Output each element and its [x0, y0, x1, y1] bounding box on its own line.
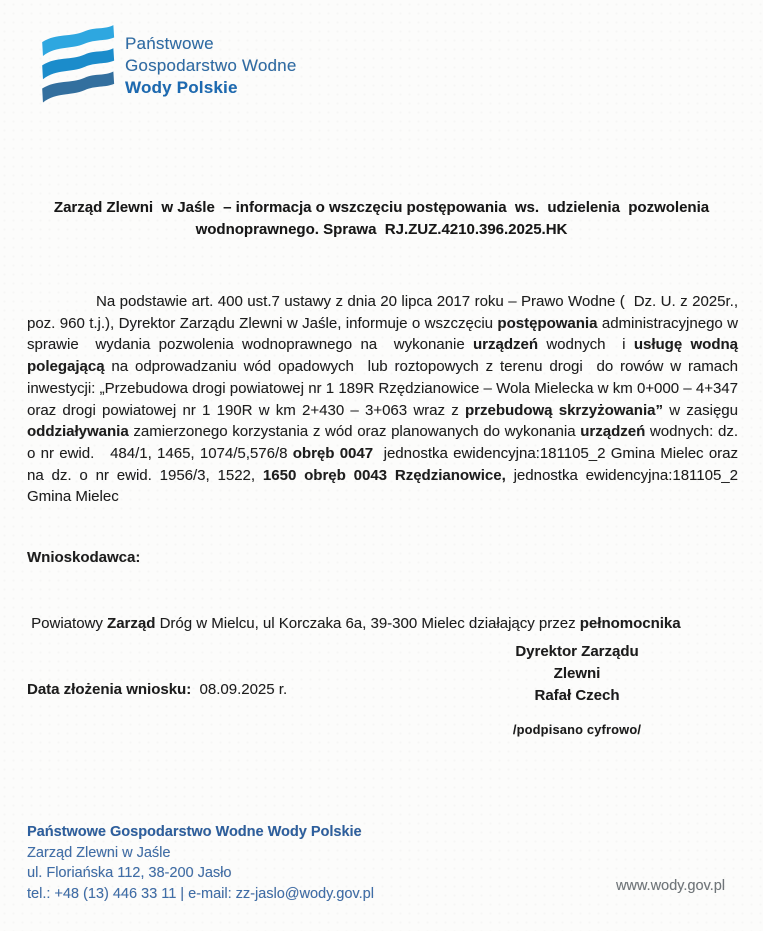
letter-footer	[27, 822, 374, 904]
footer-contact: tel.: +48 (13) 446 33 11 | e-mail: zz-jaslo@wody.gov.pl	[27, 885, 374, 902]
body-paragraph: Na podstawie art. 400 ust.7 ustawy z dnia 20 lipca 2017 roku – Prawo Wodne ( Dz. U. z 2025r., poz. 960 t.j.), Dyrektor Zarządu Zlewni w Jaśle, informuje o wszczęciu postępowania administracyjnego w sprawie wydania pozwolenia wodnoprawnego na wykonanie urządzeń wodnych i usługę wodną polegającą na odprowadzaniu wód opadowych lub roztopowych z terenu drogi do rowów w ramach inwestycji: „Przebudowa drogi powiatowej nr 1 189R Rzędzianowice – Wola Mielecka w km 0+000 – 4+347 oraz drogi powiatowej nr 1 190R w km 2+430 – 3+063 wraz z przebudową skrzyżowania” w zasięgu oddziaływania zamierzonego korzystania z wód oraz planowanych do wykonania urządzeń wodnych: dz. o nr ewid. 484/1, 1465, 1074/5,576/8 obręb 0047 jednostka ewidencyjna:181105_2 Gmina Mielec oraz na dz. o nr ewid. 1956/3, 1522, 1650 obręb 0043 Rzędzianowice, jednostka ewidencyjna:181105_2 Gmina Mielec	[27, 293, 743, 506]
logo-org-line2: Gospodarstwo Wodne	[125, 56, 297, 75]
document-title-line2: wodnoprawnego. Sprawa RJ.ZUZ.4210.396.2025.HK	[195, 220, 568, 238]
signature-name: Rafał Czech	[534, 687, 620, 704]
application-date-label: Data złożenia wniosku:	[27, 681, 192, 698]
logo-org-line1: Państwowe	[125, 34, 214, 53]
signature-block	[462, 641, 692, 741]
footer-address: ul. Floriańska 112, 38-200 Jasło	[27, 865, 232, 882]
document-title	[0, 197, 763, 240]
document-title-line1: Zarząd Zlewni w Jaśle – informacja o wszczęciu postępowania ws. udzielenia pozwolenia	[53, 199, 710, 216]
signature-role-line1: Dyrektor Zarządu	[515, 643, 639, 660]
application-date-value: 08.09.2025 r.	[191, 681, 288, 698]
logo-brand: Wody Polskie	[125, 78, 238, 97]
logo-text	[125, 22, 297, 99]
footer-unit-name: Zarząd Zlewni w Jaśle	[27, 844, 171, 861]
logo	[38, 22, 297, 104]
digital-signature-note: /podpisano cyfrowo/	[512, 722, 642, 737]
signature-role-line2: Zlewni	[553, 665, 601, 682]
applicant-heading: Wnioskodawca:	[27, 549, 141, 566]
applicant-details: Powiatowy Zarząd Dróg w Mielcu, ul Korczaka 6a, 39-300 Mielec działający przez pełnomocnika	[27, 615, 681, 632]
footer-website: www.wody.gov.pl	[615, 878, 725, 894]
wody-polskie-waves-icon	[38, 22, 116, 104]
footer-org-name: Państwowe Gospodarstwo Wodne Wody Polskie	[27, 824, 362, 840]
